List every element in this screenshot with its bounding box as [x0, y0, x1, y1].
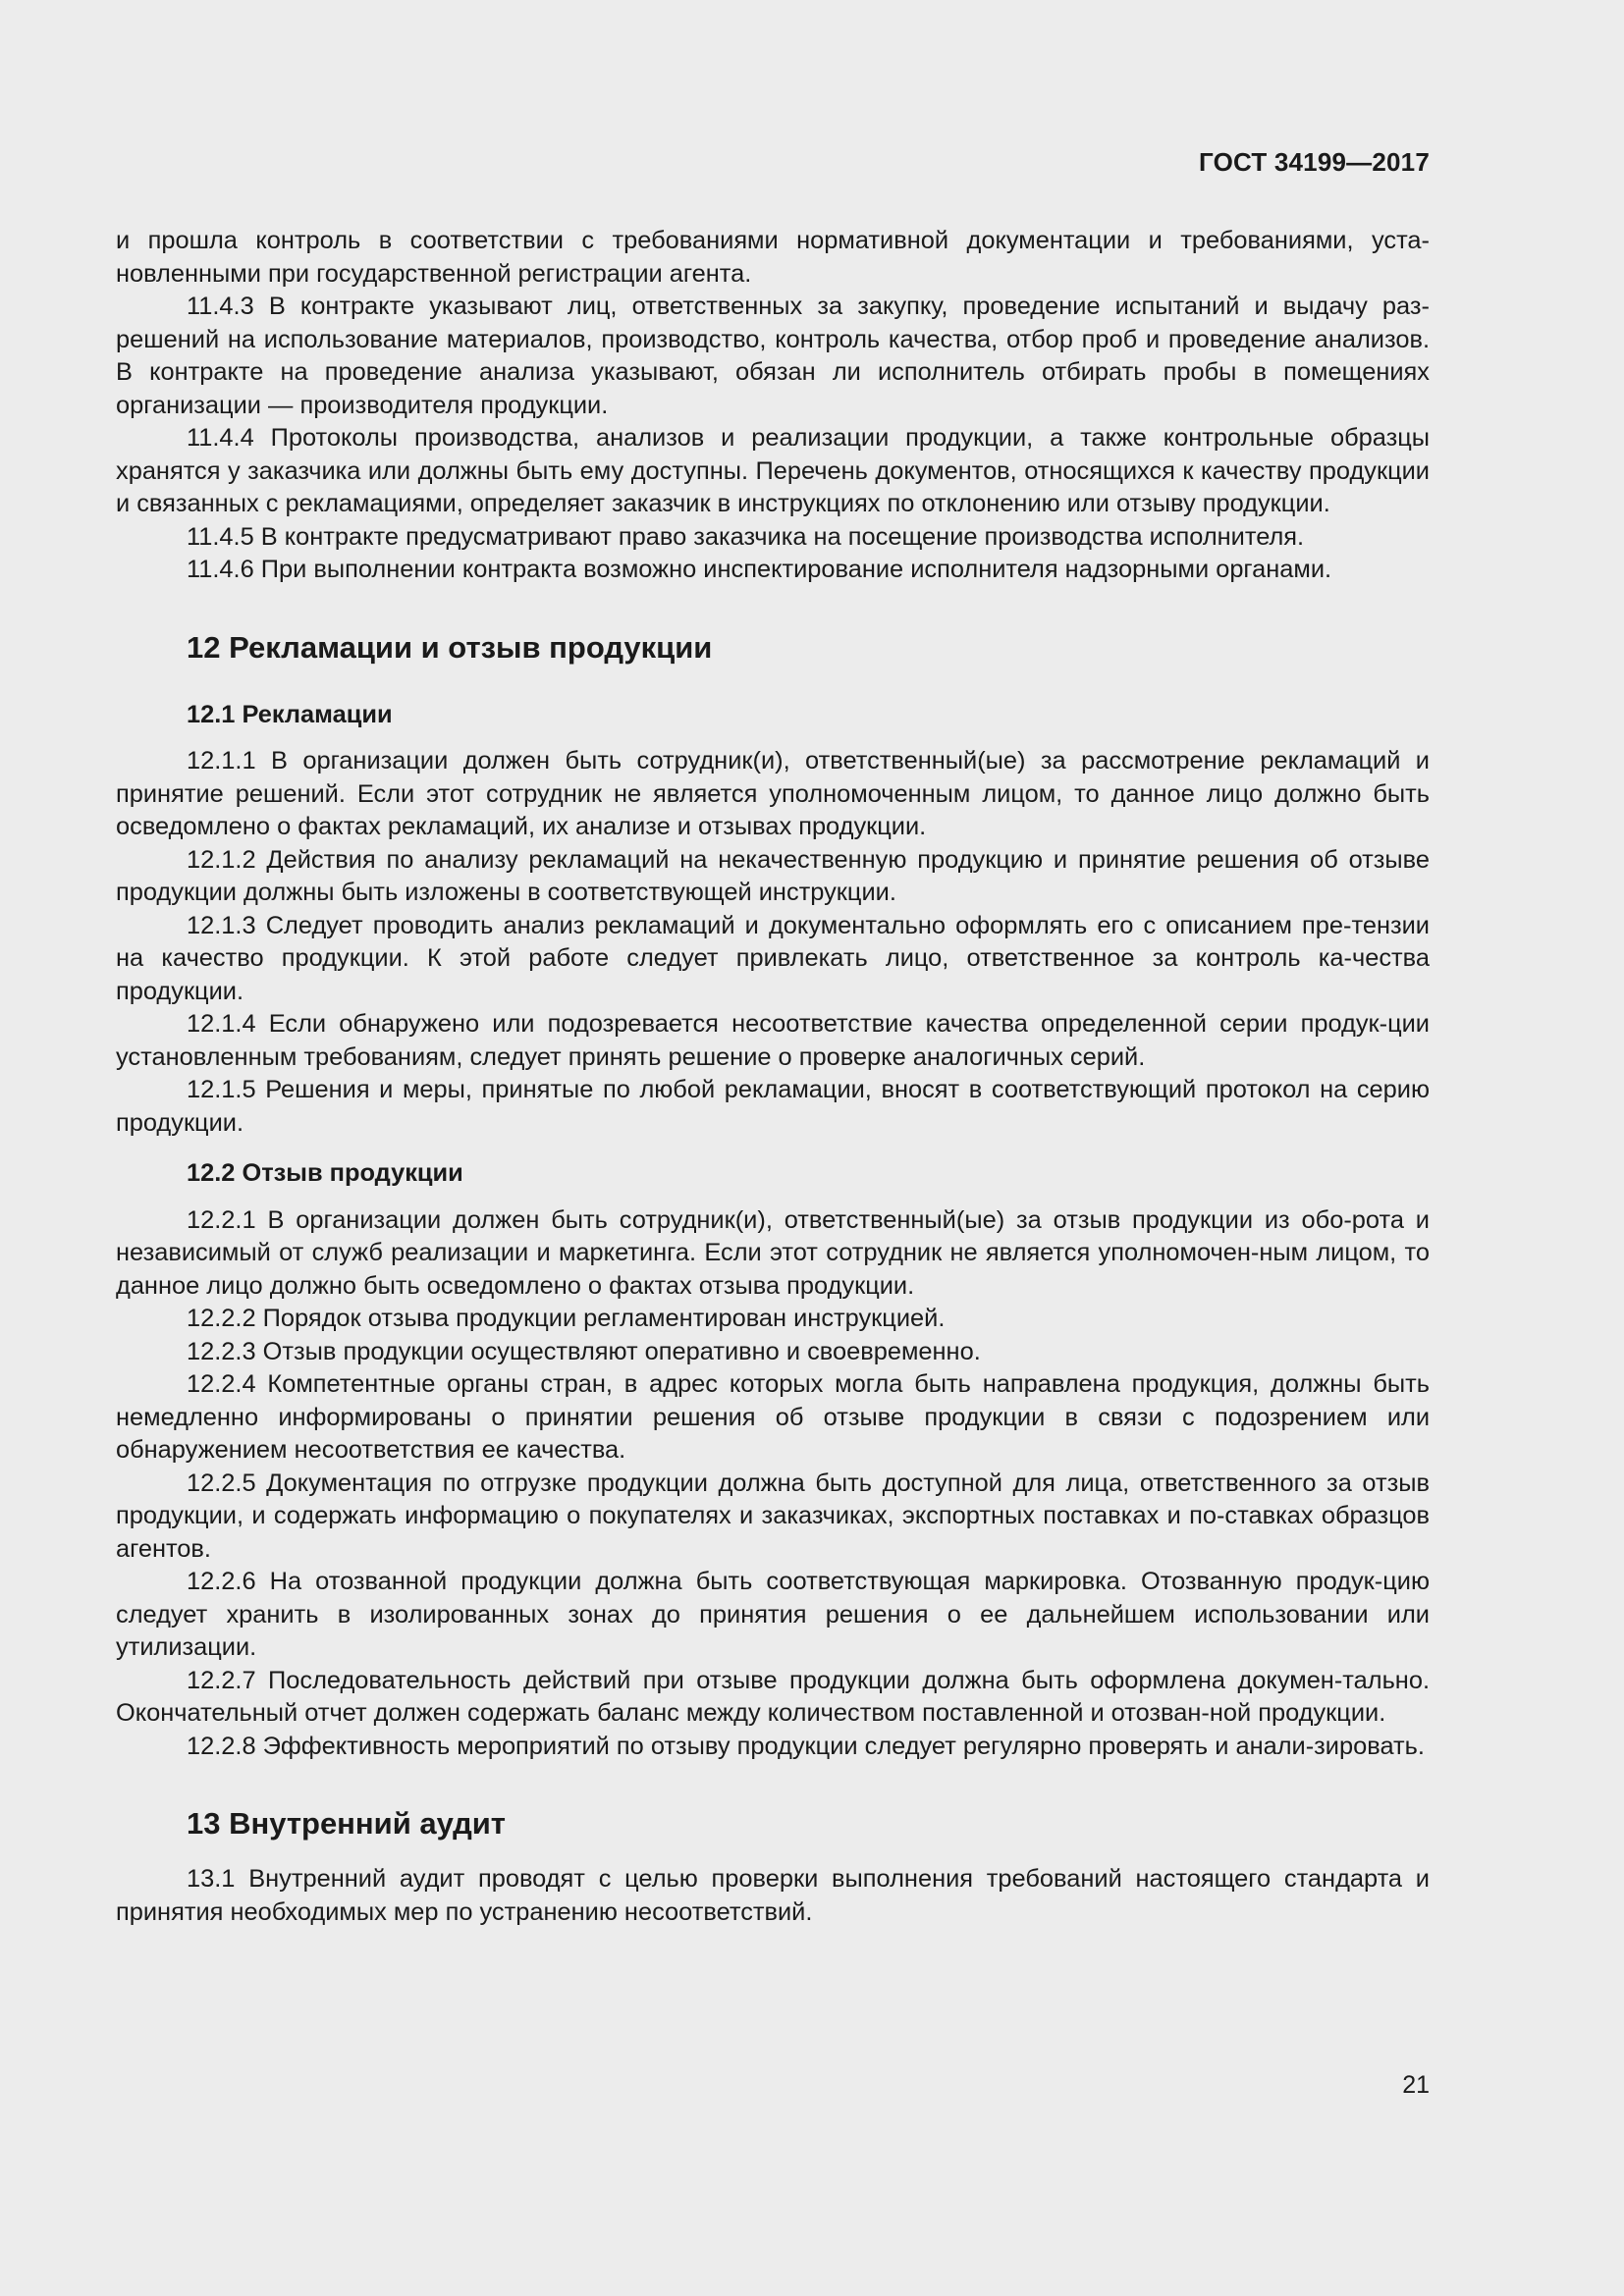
subsection-heading-12-2: 12.2 Отзыв продукции — [187, 1159, 463, 1187]
paragraph-12-2-5: 12.2.5 Документация по отгрузке продукции должна быть доступной для лица, ответственного за отзыв продукции, и содержать информацию о покупателях и заказчиках, экспортных поставках и по-ставках образцов агентов. — [116, 1468, 1430, 1563]
paragraph-12-2-7: 12.2.7 Последовательность действий при отзыве продукции должна быть оформлена докумен-тально. Окончательный отчет должен содержать баланс между количеством поставленной и отозван-ной продукции. — [116, 1666, 1430, 1727]
paragraph-11-4-5: 11.4.5 В контракте предусматривают право заказчика на посещение производства исполнителя. — [187, 522, 1305, 551]
paragraph-12-2-2: 12.2.2 Порядок отзыва продукции регламентирован инструкцией. — [187, 1305, 946, 1332]
paragraph-12-2-3: 12.2.3 Отзыв продукции осуществляют оперативно и своевременно. — [187, 1337, 981, 1365]
document-header-standard: ГОСТ 34199—2017 — [1199, 147, 1430, 177]
paragraph-continuation: и прошла контроль в соответствии с требованиями нормативной документации и требованиями, уста-новленными при государственной регистрации агента. — [116, 227, 1430, 288]
paragraph-12-1-2: 12.1.2 Действия по анализу рекламаций на некачественную продукцию и принятие решения об отзыве продукции должны быть изложены в соответствующей инструкции. — [116, 845, 1430, 906]
subsection-heading-12-1: 12.1 Рекламации — [187, 700, 393, 728]
section-heading-13: 13 Внутренний аудит — [187, 1806, 506, 1841]
paragraph-12-1-1: 12.1.1 В организации должен быть сотрудник(и), ответственный(ые) за рассмотрение рекламаций и принятие решений. Если этот сотрудник не является уполномоченным лицом, то данное лицо должно быть осведомлено о фактах рекламаций, их анализе и отзывах продукции. — [116, 747, 1430, 840]
paragraph-12-2-1: 12.2.1 В организации должен быть сотрудник(и), ответственный(ые) за отзыв продукции из обо-рота и независимый от служб реализации и маркетинга. Если этот сотрудник не является уполномочен-ным лицом, то данное лицо должно быть осведомлено о фактах отзыва продукции. — [116, 1205, 1430, 1300]
paragraph-12-2-6: 12.2.6 На отозванной продукции должна быть соответствующая маркировка. Отозванную продук-цию следует хранить в изолированных зонах до принятия решения о ее дальнейшем использовании или утилизации. — [116, 1568, 1430, 1661]
section-heading-12: 12 Рекламации и отзыв продукции — [187, 629, 713, 665]
document-content — [116, 225, 1430, 1929]
paragraph-11-4-6: 11.4.6 При выполнении контракта возможно инспектирование исполнителя надзорными органами. — [187, 556, 1332, 583]
page-number: 21 — [1402, 2071, 1430, 2099]
paragraph-12-1-5: 12.1.5 Решения и меры, принятые по любой рекламации, вносят в соответствующий протокол на серию продукции. — [116, 1076, 1430, 1137]
paragraph-12-2-8: 12.2.8 Эффективность мероприятий по отзыву продукции следует регулярно проверять и анали-зировать. — [187, 1732, 1425, 1760]
paragraph-11-4-4: 11.4.4 Протоколы производства, анализов и реализации продукции, а также контрольные образцы хранятся у заказчика или должны быть ему доступны. Перечень документов, относящихся к качеству продукции и связанных с рекламациями, определяет заказчик в инструкциях по отклонению или отзыву продукции. — [116, 424, 1430, 517]
paragraph-13-1: 13.1 Внутренний аудит проводят с целью проверки выполнения требований настоящего стандарта и принятия необходимых мер по устранению несоответствий. — [116, 1865, 1430, 1926]
paragraph-11-4-3: 11.4.3 В контракте указывают лиц, ответственных за закупку, проведение испытаний и выдачу раз-решений на использование материалов, производство, контроль качества, отбор проб и проведение анализов. В контракте на проведение анализа указывают, обязан ли исполнитель отбирать пробы в помещениях организации — производителя продукции. — [116, 293, 1430, 419]
paragraph-12-2-4: 12.2.4 Компетентные органы стран, в адрес которых могла быть направлена продукция, должны быть немедленно информированы о принятии решения об отзыве продукции в связи с подозрением или обнаружением несоответствия ее качества. — [116, 1370, 1430, 1464]
paragraph-12-1-3: 12.1.3 Следует проводить анализ рекламаций и документально оформлять его с описанием пре-тензии на качество продукции. К этой работе следует привлекать лицо, ответственное за контроль ка-чества продукции. — [116, 911, 1430, 1005]
paragraph-12-1-4: 12.1.4 Если обнаружено или подозревается несоответствие качества определенной серии продук-ции установленным требованиям, следует принять решение о проверке аналогичных серий. — [116, 1010, 1430, 1071]
